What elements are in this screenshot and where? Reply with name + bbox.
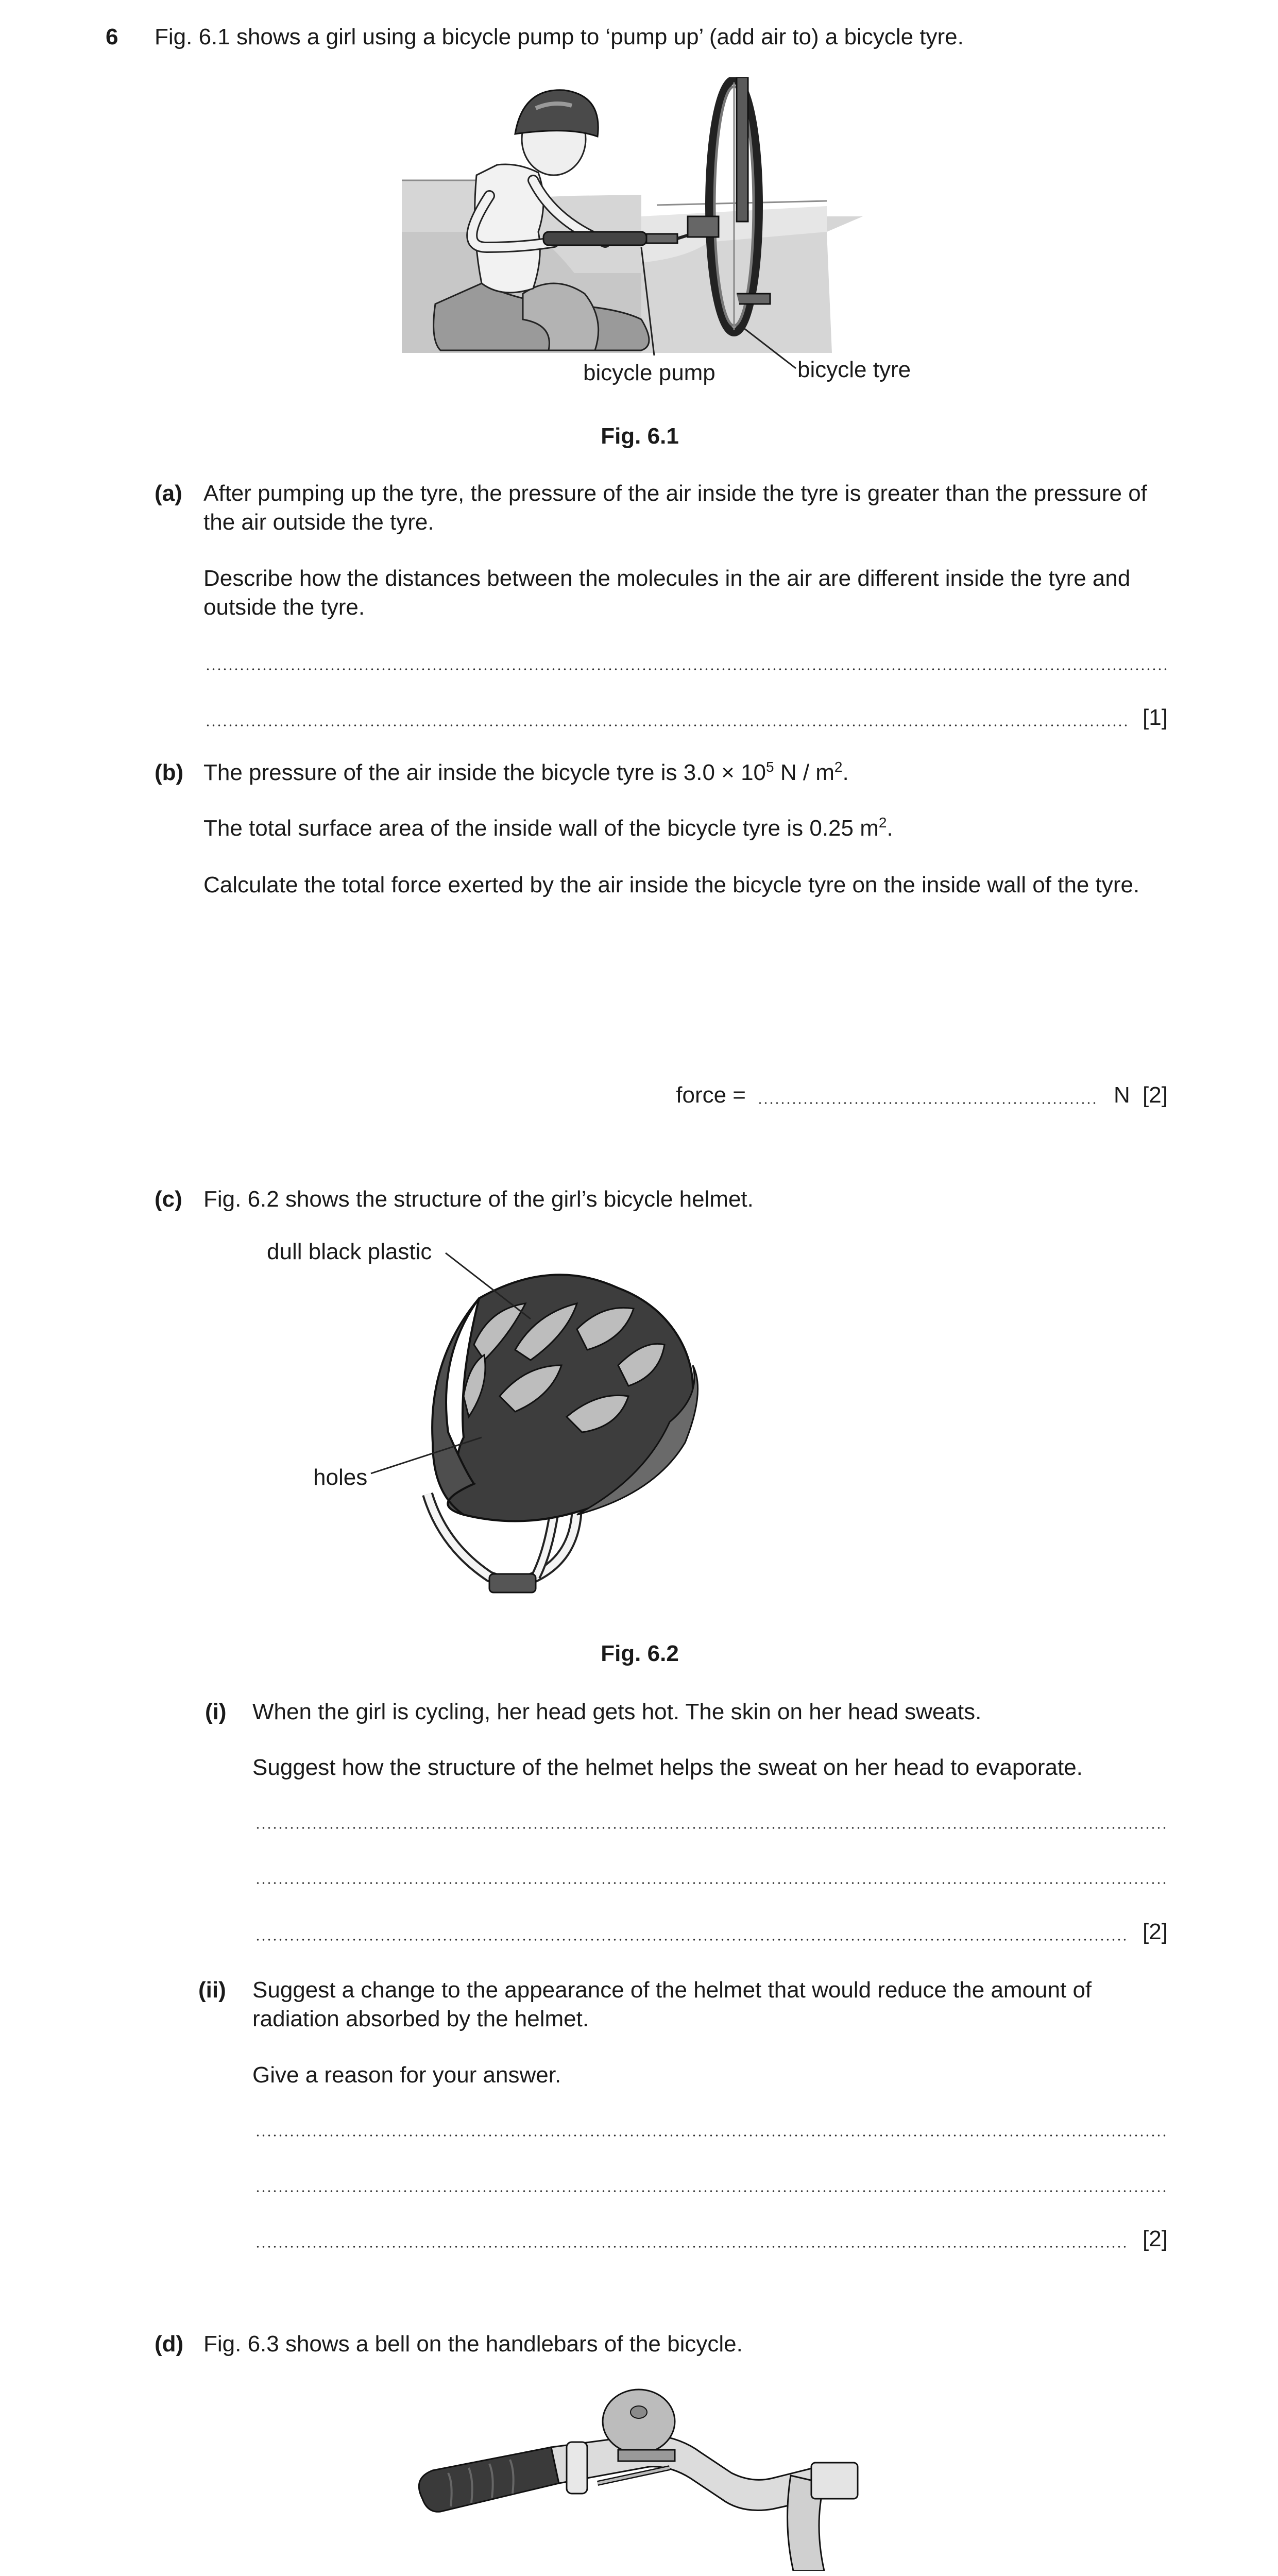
part-a-text2: Describe how the distances between the molecules in the air are different inside the tyre and outside the tyre. xyxy=(203,566,1131,620)
answer-line-c-i-1[interactable] xyxy=(255,1826,1169,1829)
answer-line-a-1[interactable] xyxy=(205,668,1169,671)
sub-i-label: (i) xyxy=(205,1699,227,1724)
label-bicycle-tyre: bicycle tyre xyxy=(797,357,911,382)
sub-ii-text2: Give a reason for your answer. xyxy=(252,2062,561,2088)
part-a-text1: After pumping up the tyre, the pressure of the air inside the tyre is greater than the pressure of the air outside the tyre. xyxy=(203,481,1147,535)
fig-6-2-helmet-illustration xyxy=(309,1226,824,1607)
part-a-marks: [1] xyxy=(1143,705,1168,730)
part-d-text: Fig. 6.3 shows a bell on the handlebars of the bicycle. xyxy=(203,2331,743,2357)
answer-line-c-ii-1[interactable] xyxy=(255,2134,1169,2137)
part-a-label: (a) xyxy=(155,481,182,506)
fig-6-3-bell-illustration xyxy=(412,2380,865,2571)
force-answer-label: force = xyxy=(676,1082,746,1108)
sub-i-text1: When the girl is cycling, her head gets hot. The skin on her head sweats. xyxy=(252,1699,982,1724)
answer-line-c-ii-2[interactable] xyxy=(255,2190,1169,2193)
label-holes: holes xyxy=(313,1465,368,1490)
sub-ii-label: (ii) xyxy=(198,1977,226,2003)
part-d-label: (d) xyxy=(155,2331,184,2357)
sub-i-text2: Suggest how the structure of the helmet helps the sweat on her head to evaporate. xyxy=(252,1755,1083,1780)
label-dull-black-plastic: dull black plastic xyxy=(267,1239,432,1264)
question-intro: Fig. 6.1 shows a girl using a bicycle pump to ‘pump up’ (add air to) a bicycle tyre. xyxy=(155,24,964,49)
answer-line-c-i-3[interactable] xyxy=(255,1938,1127,1941)
part-b-text3: Calculate the total force exerted by the air inside the bicycle tyre on the inside wall of the tyre. xyxy=(203,872,1140,897)
label-bicycle-pump: bicycle pump xyxy=(583,360,715,385)
sub-ii-marks: [2] xyxy=(1143,2226,1168,2251)
part-b-label: (b) xyxy=(155,760,184,785)
question-number: 6 xyxy=(106,24,118,49)
force-answer-field[interactable] xyxy=(757,1101,1097,1105)
part-b-text1: The pressure of the air inside the bicycle tyre is $3.0 \times 10^5$ N / $m^2$. xyxy=(203,759,849,785)
answer-line-a-2[interactable] xyxy=(205,724,1127,727)
fig-6-1-caption: Fig. 6.1 xyxy=(601,423,679,449)
sub-i-marks: [2] xyxy=(1143,1919,1168,1944)
part-c-text: Fig. 6.2 shows the structure of the girl’s bicycle helmet. xyxy=(203,1187,754,1212)
part-b-marks: [2] xyxy=(1143,1082,1168,1108)
force-unit: N xyxy=(1114,1082,1130,1108)
part-c-label: (c) xyxy=(155,1187,182,1212)
fig-6-2-caption: Fig. 6.2 xyxy=(601,1641,679,1666)
sub-ii-text1: Suggest a change to the appearance of the helmet that would reduce the amount of radiation absorbed by the helmet. xyxy=(252,1977,1092,2031)
part-b-text2: The total surface area of the inside wall of the bicycle tyre is 0.25 $m^2$. xyxy=(203,815,893,841)
answer-line-c-i-2[interactable] xyxy=(255,1882,1169,1885)
answer-line-c-ii-3[interactable] xyxy=(255,2245,1127,2248)
fig-6-1-illustration xyxy=(399,77,863,397)
